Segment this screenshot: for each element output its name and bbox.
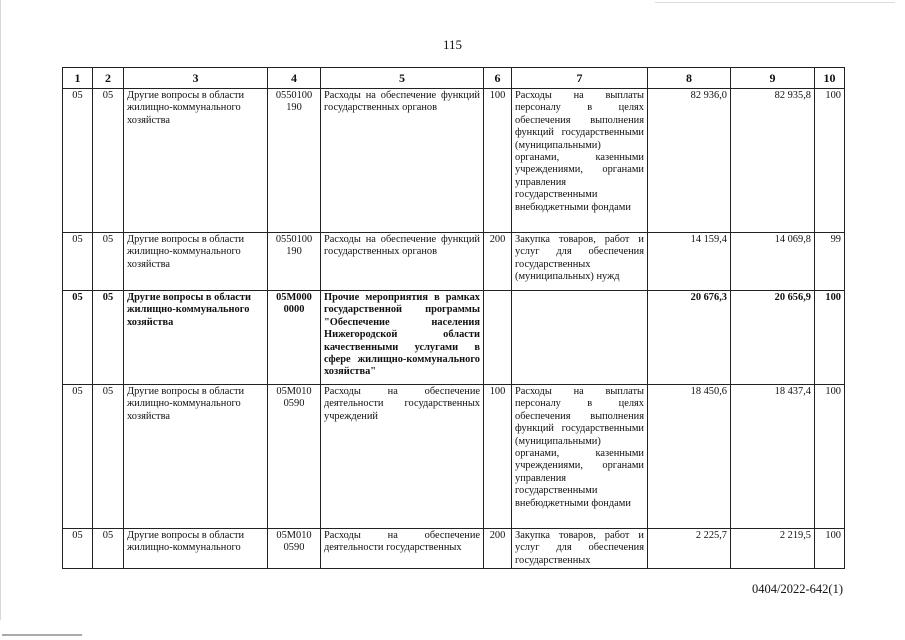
planned-amount: 82 936,0 [648, 89, 731, 233]
subsection-name: Другие вопросы в области жилищно-коммунального хозяйства [124, 89, 268, 233]
expense-type-code: 100 [484, 89, 512, 233]
target-article-name: Прочие мероприятия в рамках государственной программы "Обеспечение населения Нижегородской области качественными услугами в сфере жилищно-коммунального хозяйства" [321, 291, 484, 385]
target-article-name: Расходы на обеспечение деятельности государственных учреждений [321, 385, 484, 529]
table-row [63, 89, 845, 233]
scan-artifact [655, 2, 895, 3]
section-code: 05 [63, 385, 93, 529]
expense-type-name: Расходы на выплаты персоналу в целях обеспечения выполнения функций государственными (муниципальными) органами, казенными учреждениями, органами управления государственными внебюджетными фондами [512, 89, 648, 233]
target-article-name: Расходы на обеспечение функций государственных органов [321, 89, 484, 233]
table-row [63, 529, 845, 569]
header-cell: 1 [63, 68, 93, 89]
section-code: 05 [63, 529, 93, 569]
header-cell: 6 [484, 68, 512, 89]
expense-type-code [484, 291, 512, 385]
executed-amount: 82 935,8 [731, 89, 815, 233]
subsection-name: Другие вопросы в области жилищно-коммунального хозяйства [124, 385, 268, 529]
planned-amount: 2 225,7 [648, 529, 731, 569]
subsection-code: 05 [93, 529, 124, 569]
executed-amount: 14 069,8 [731, 233, 815, 291]
target-article-code: 0550100 190 [268, 89, 321, 233]
header-cell: 2 [93, 68, 124, 89]
target-article-code: 05М000 0000 [268, 291, 321, 385]
header-cell: 9 [731, 68, 815, 89]
scan-artifact [0, 0, 1, 620]
execution-percent: 100 [815, 291, 845, 385]
target-article-name: Расходы на обеспечение функций государственных органов [321, 233, 484, 291]
header-cell: 7 [512, 68, 648, 89]
expense-type-code: 200 [484, 529, 512, 569]
subsection-name: Другие вопросы в области жилищно-коммунального [124, 529, 268, 569]
expense-type-code: 200 [484, 233, 512, 291]
header-cell: 4 [268, 68, 321, 89]
header-cell: 3 [124, 68, 268, 89]
scan-artifact [2, 634, 82, 636]
executed-amount: 20 656,9 [731, 291, 815, 385]
document-code: 0404/2022-642(1) [752, 582, 843, 596]
page-number: 115 [442, 37, 463, 52]
expense-type-name [512, 291, 648, 385]
subsection-code: 05 [93, 385, 124, 529]
target-article-name: Расходы на обеспечение деятельности государственных [321, 529, 484, 569]
subsection-name: Другие вопросы в области жилищно-коммунального хозяйства [124, 233, 268, 291]
target-article-code: 05М010 0590 [268, 385, 321, 529]
expense-type-name: Закупка товаров, работ и услуг для обеспечения государственных (муниципальных) нужд [512, 233, 648, 291]
subsection-code: 05 [93, 233, 124, 291]
header-cell: 5 [321, 68, 484, 89]
planned-amount: 20 676,3 [648, 291, 731, 385]
subsection-code: 05 [93, 291, 124, 385]
budget-table [62, 67, 845, 569]
section-code: 05 [63, 233, 93, 291]
expense-type-code: 100 [484, 385, 512, 529]
subsection-code: 05 [93, 89, 124, 233]
execution-percent: 100 [815, 385, 845, 529]
execution-percent: 100 [815, 89, 845, 233]
table-header-row [63, 68, 845, 89]
expense-type-name: Расходы на выплаты персоналу в целях обеспечения выполнения функций государственными (муниципальными) органами, казенными учреждениями, органами управления государственными внебюджетными фондами [512, 385, 648, 529]
header-cell: 10 [815, 68, 845, 89]
table-row [63, 233, 845, 291]
planned-amount: 18 450,6 [648, 385, 731, 529]
target-article-code: 05М010 0590 [268, 529, 321, 569]
header-cell: 8 [648, 68, 731, 89]
table-row [63, 385, 845, 529]
executed-amount: 2 219,5 [731, 529, 815, 569]
target-article-code: 0550100 190 [268, 233, 321, 291]
execution-percent: 100 [815, 529, 845, 569]
planned-amount: 14 159,4 [648, 233, 731, 291]
execution-percent: 99 [815, 233, 845, 291]
expense-type-name: Закупка товаров, работ и услуг для обеспечения государственных [512, 529, 648, 569]
section-code: 05 [63, 89, 93, 233]
executed-amount: 18 437,4 [731, 385, 815, 529]
subsection-name: Другие вопросы в области жилищно-коммунального хозяйства [124, 291, 268, 385]
section-code: 05 [63, 291, 93, 385]
table-row [63, 291, 845, 385]
